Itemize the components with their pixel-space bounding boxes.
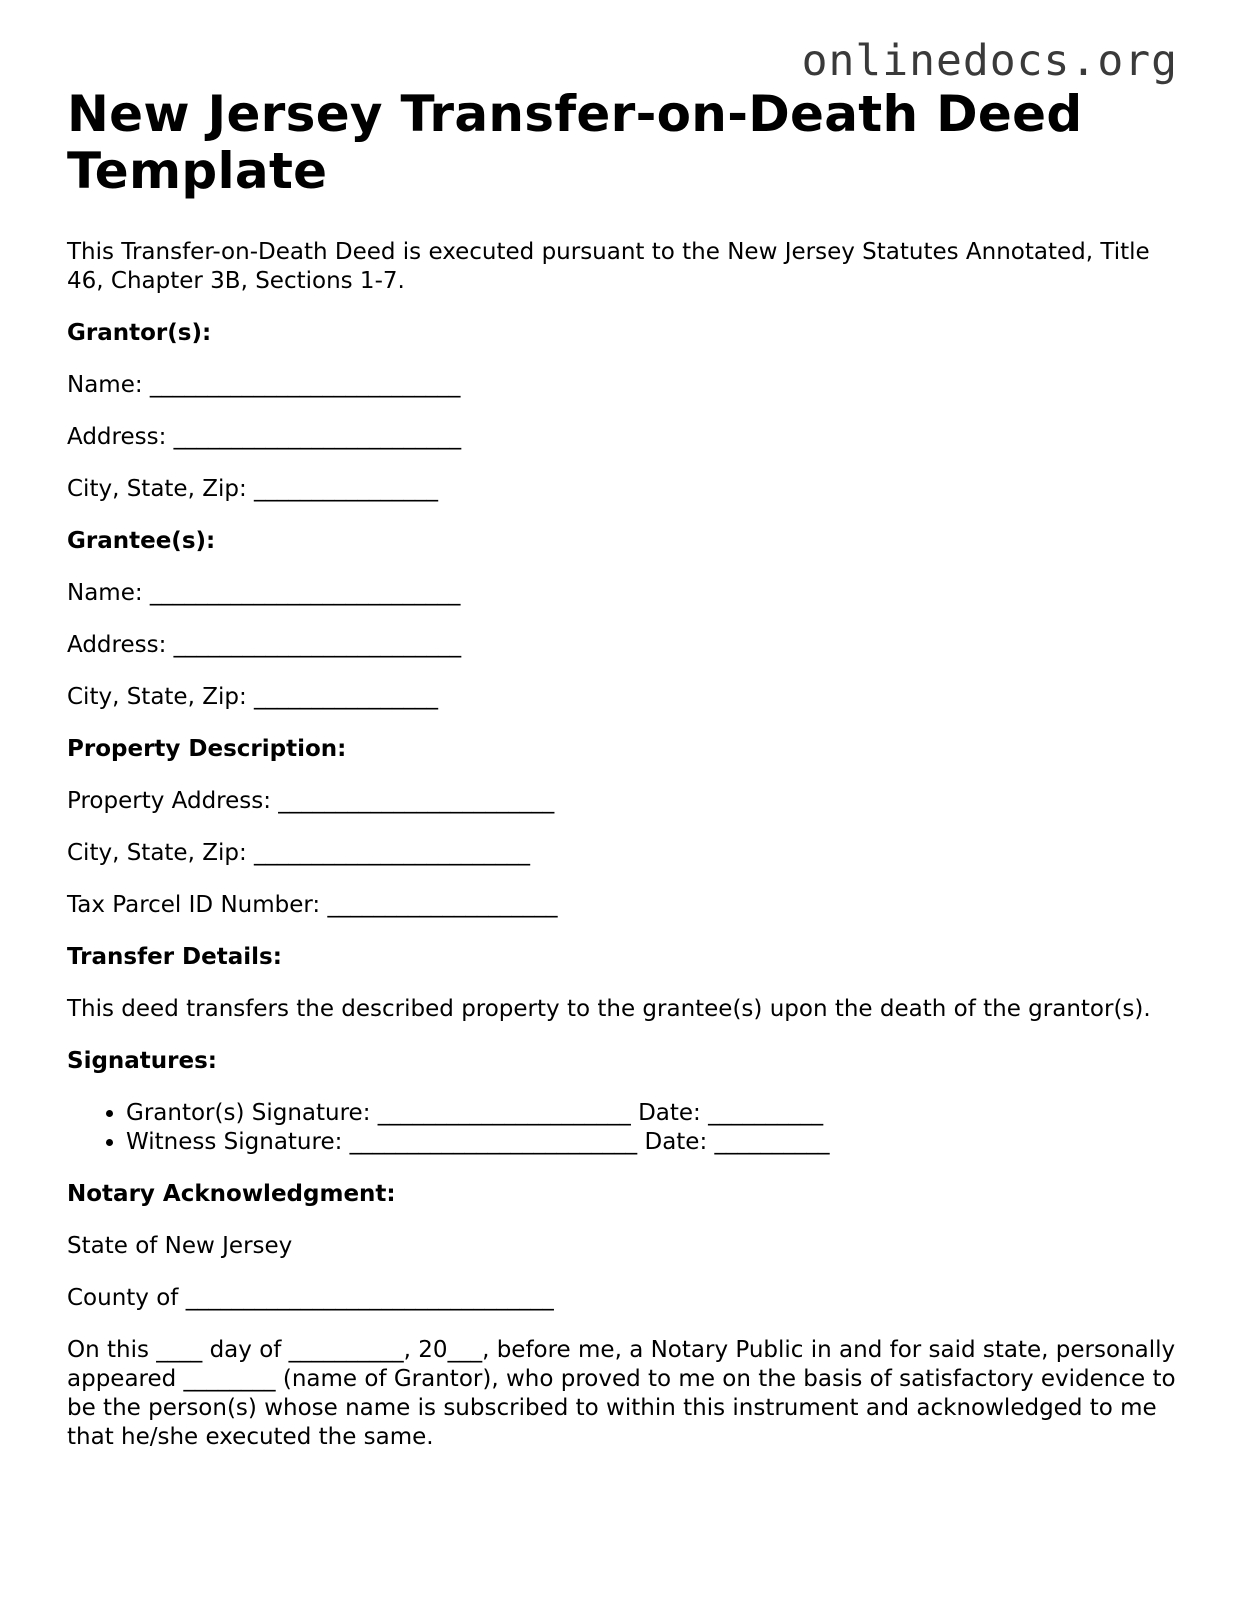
notary-paragraph: On this ____ day of __________, 20___, before me, a Notary Public in and for said state, personally appeared ________ (name of Grantor), who proved to me on the basis of satisfactory evidence to be the person(s) whose name is subscribed to within this instrument and acknowledged to me that he/she executed the same. bbox=[67, 1337, 1176, 1450]
grantee-address-field: Address: _________________________ bbox=[67, 632, 462, 658]
transfer-paragraph: This deed transfers the described property to the grantee(s) upon the death of the grantor(s). bbox=[67, 996, 1151, 1022]
grantor-signature-line: • Grantor(s) Signature: ______________________ Date: __________ bbox=[126, 1099, 1177, 1128]
grantee-name-field: Name: ___________________________ bbox=[67, 580, 461, 606]
notary-state: State of New Jersey bbox=[67, 1233, 293, 1259]
transfer-heading: Transfer Details: bbox=[67, 944, 282, 970]
notary-heading: Notary Acknowledgment: bbox=[67, 1181, 396, 1207]
tax-parcel-field: Tax Parcel ID Number: ____________________ bbox=[67, 892, 558, 918]
property-address-field: Property Address: ________________________ bbox=[67, 788, 555, 814]
grantor-address-field: Address: _________________________ bbox=[67, 424, 462, 450]
page-title: New Jersey Transfer-on-Death Deed Template bbox=[67, 85, 1083, 200]
grantor-name-field: Name: ___________________________ bbox=[67, 372, 461, 398]
witness-signature-line: • Witness Signature: _________________________ Date: __________ bbox=[126, 1128, 1177, 1157]
intro-paragraph: This Transfer-on-Death Deed is executed pursuant to the New Jersey Statutes Annotated, Title 46, Chapter 3B, Sections 1-7. bbox=[67, 239, 1150, 294]
grantor-heading: Grantor(s): bbox=[67, 320, 212, 346]
signatures-heading: Signatures: bbox=[67, 1048, 218, 1074]
watermark-text: onlinedocs.org bbox=[801, 36, 1178, 86]
grantee-heading: Grantee(s): bbox=[67, 528, 216, 554]
signature-list bbox=[67, 1099, 1177, 1157]
document-body bbox=[67, 86, 1177, 1452]
notary-county-field: County of ________________________________ bbox=[67, 1285, 554, 1311]
property-city-field: City, State, Zip: ________________________ bbox=[67, 840, 531, 866]
grantee-city-field: City, State, Zip: ________________ bbox=[67, 684, 439, 710]
property-heading: Property Description: bbox=[67, 736, 347, 762]
grantor-city-field: City, State, Zip: ________________ bbox=[67, 476, 439, 502]
